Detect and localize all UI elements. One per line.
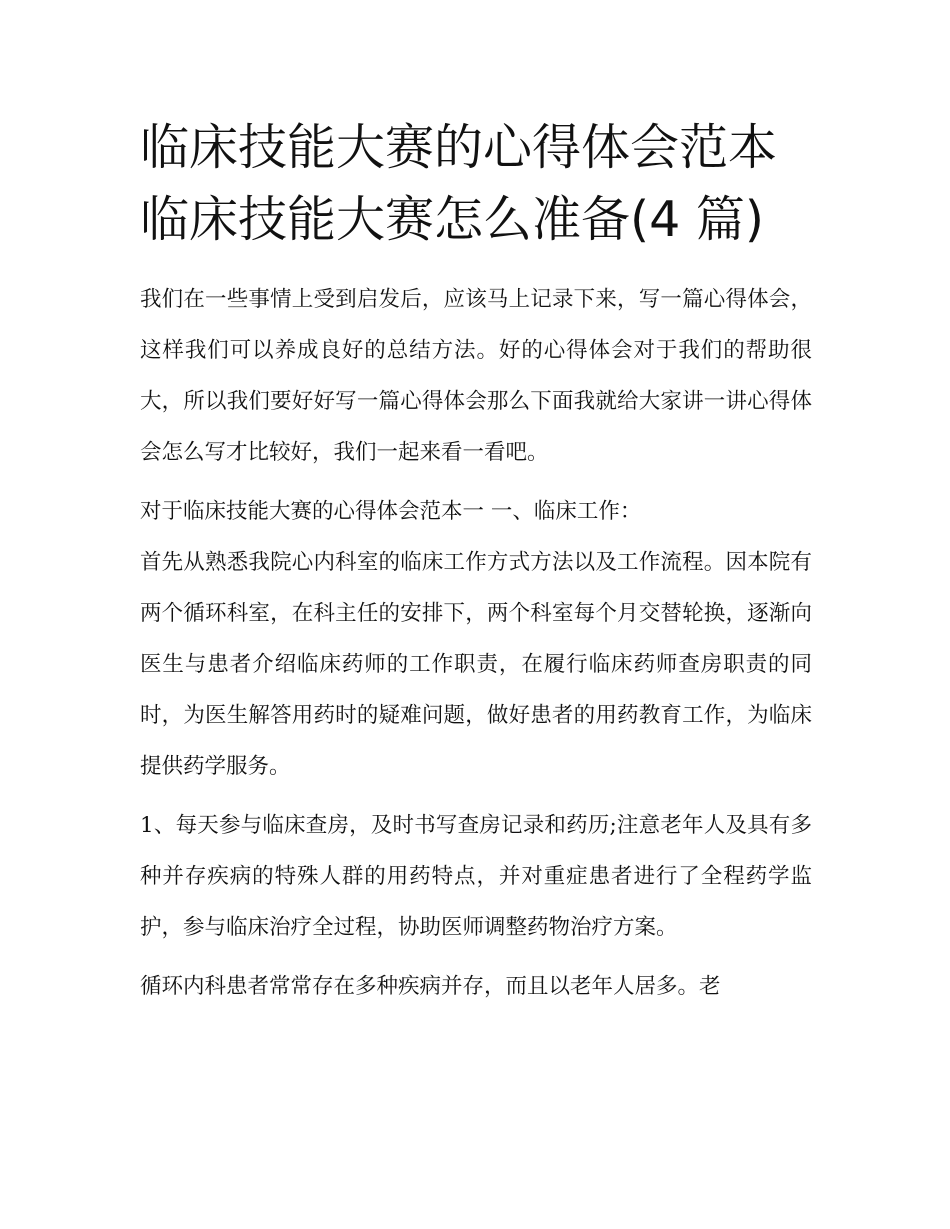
body-paragraph-cardio: 循环内科患者常常存在多种疾病并存，而且以老年人居多。老: [140, 974, 721, 999]
document-title: [140, 112, 812, 256]
title-line-1: 临床技能大赛的心得体会范本: [140, 119, 778, 176]
document-page: [140, 112, 812, 1012]
body-paragraph-item-1: 1、每天参与临床查房，及时书写查房记录和药历;注意老年人及具有多种并存疾病的特殊人群的用药特点，并对重症患者进行了全程药学监护，参与临床治疗全过程，协助医师调整药物治疗方案。: [140, 813, 812, 940]
section-heading: 对于临床技能大赛的心得体会范本一 一、临床工作：: [140, 499, 642, 524]
title-line-2: 临床技能大赛怎么准备(4 篇): [140, 191, 764, 248]
intro-paragraph: 我们在一些事情上受到启发后，应该马上记录下来，写一篇心得体会，这样我们可以养成良好的总结方法。好的心得体会对于我们的帮助很大，所以我们要好好写一篇心得体会那么下面我就给大家讲一讲心得体会怎么写才比较好，我们一起来看一看吧。: [140, 287, 812, 465]
body-paragraph-workflow: 首先从熟悉我院心内科室的临床工作方式方法以及工作流程。因本院有两个循环科室，在科主任的安排下，两个科室每个月交替轮换，逐渐向医生与患者介绍临床药师的工作职责，在履行临床药师查房职责的同时，为医生解答用药时的疑难问题，做好患者的用药教育工作，为临床提供药学服务。: [140, 550, 812, 779]
